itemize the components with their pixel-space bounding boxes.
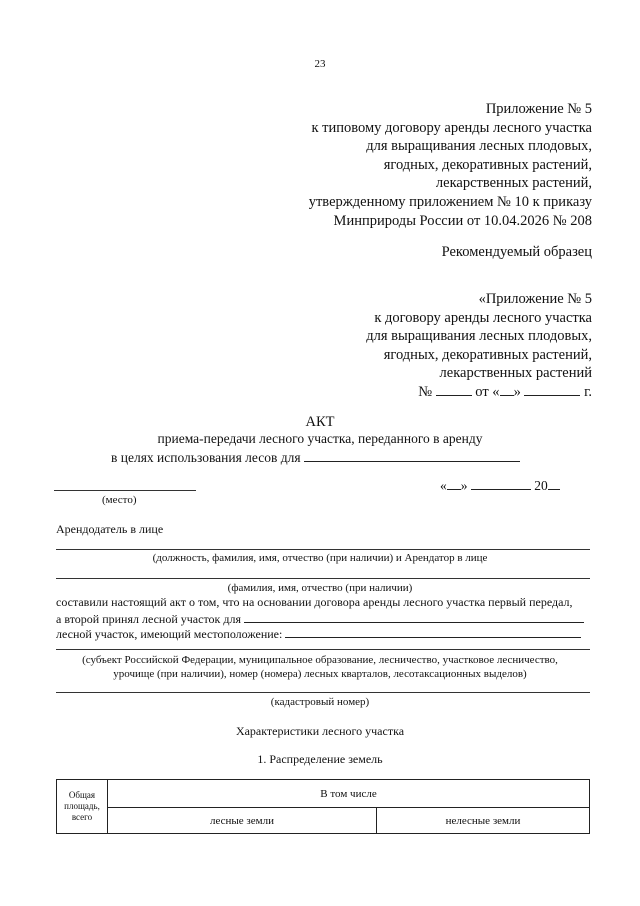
day-blank[interactable] <box>500 383 514 396</box>
header-line: к типовому договору аренды лесного участка <box>311 119 592 136</box>
date-quote-open: « <box>440 478 447 493</box>
header-line: Минприроды России от 10.04.2026 № 208 <box>333 212 592 229</box>
year-suffix: г. <box>584 383 592 400</box>
header-word: площадь, <box>64 801 100 811</box>
from-label: от « <box>475 383 500 400</box>
cadastral-line[interactable] <box>56 692 590 693</box>
act-purpose-label: в целях использования лесов для <box>111 450 301 465</box>
header-word: Общая <box>68 790 96 800</box>
date-year-prefix: 20 <box>534 478 548 493</box>
date-year-blank[interactable] <box>548 477 560 490</box>
date-line <box>440 477 560 494</box>
caption-cadastral: (кадастровый номер) <box>270 696 370 708</box>
header-line: Приложение № 5 <box>485 101 592 117</box>
header-line: утвержденному приложением № 10 к приказу <box>308 193 592 210</box>
including-header: В том числе <box>108 780 590 808</box>
annex-line: для выращивания лесных плодовых, <box>366 328 592 345</box>
tenant-blank[interactable] <box>56 578 590 579</box>
lessor-blank[interactable] <box>56 549 590 550</box>
annex-number-line <box>366 383 592 402</box>
annex-line: ягодных, декоративных растений, <box>383 346 592 363</box>
caption-name: (фамилия, имя, отчество (при наличии) <box>227 582 413 594</box>
date-quote-close: » <box>460 478 468 493</box>
location-blank[interactable] <box>285 625 581 638</box>
header-word: всего <box>71 812 93 822</box>
header-line: ягодных, декоративных растений, <box>383 156 592 173</box>
annex-line: «Приложение № 5 <box>478 291 592 307</box>
annex-block <box>366 290 592 402</box>
forest-lands-header: лесные земли <box>108 808 377 834</box>
caption-location-2: урочище (при наличии), номер (номера) лесных кварталов, лесотаксационных выделов) <box>113 668 527 680</box>
quote-close: » <box>513 383 521 400</box>
place-blank[interactable] <box>54 490 196 491</box>
characteristics-title: Характеристики лесного участка <box>235 724 405 738</box>
section-title: 1. Распределение земель <box>257 752 383 766</box>
date-day-blank[interactable] <box>447 477 461 490</box>
annex-line: к договору аренды лесного участка <box>374 309 592 326</box>
month-blank[interactable] <box>524 383 580 396</box>
total-area-header <box>57 780 108 834</box>
page-number: 23 <box>314 58 326 70</box>
location-line[interactable] <box>56 649 590 650</box>
caption-location-1: (субъект Российской Федерации, муниципальное образование, лесничество, участковое лесничество, <box>82 654 558 666</box>
annex-line: лекарственных растений <box>439 365 592 382</box>
nonforest-lands-header: нелесные земли <box>377 808 590 834</box>
lessor-label: Арендодатель в лице <box>56 522 164 536</box>
recommended-sample-label: Рекомендуемый образец <box>441 244 592 260</box>
place-label: (место) <box>102 494 137 506</box>
act-title: АКТ <box>305 414 335 430</box>
purpose-blank[interactable] <box>304 449 520 462</box>
number-blank[interactable] <box>436 383 472 396</box>
number-sign: № <box>418 383 433 400</box>
caption-position: (должность, фамилия, имя, отчество (при наличии) и Арендатор в лице <box>152 552 488 564</box>
purpose-blank-2[interactable] <box>244 610 584 623</box>
body-line-3-text: лесной участок, имеющий местоположение: <box>56 627 283 641</box>
header-line: лекарственных растений, <box>435 175 592 192</box>
body-line-1: составили настоящий акт о том, что на основании договора аренды лесного участка первый передал, <box>56 595 573 609</box>
header-annex-reference <box>309 100 592 230</box>
land-distribution-table <box>56 779 590 834</box>
body-line-2-text: а второй принял лесной участок для <box>56 612 241 626</box>
act-purpose <box>111 449 520 466</box>
header-line: для выращивания лесных плодовых, <box>366 138 592 155</box>
date-month-blank[interactable] <box>471 477 531 490</box>
body-line-3 <box>56 625 581 642</box>
act-subtitle: приема-передачи лесного участка, переданного в аренду <box>157 431 483 446</box>
